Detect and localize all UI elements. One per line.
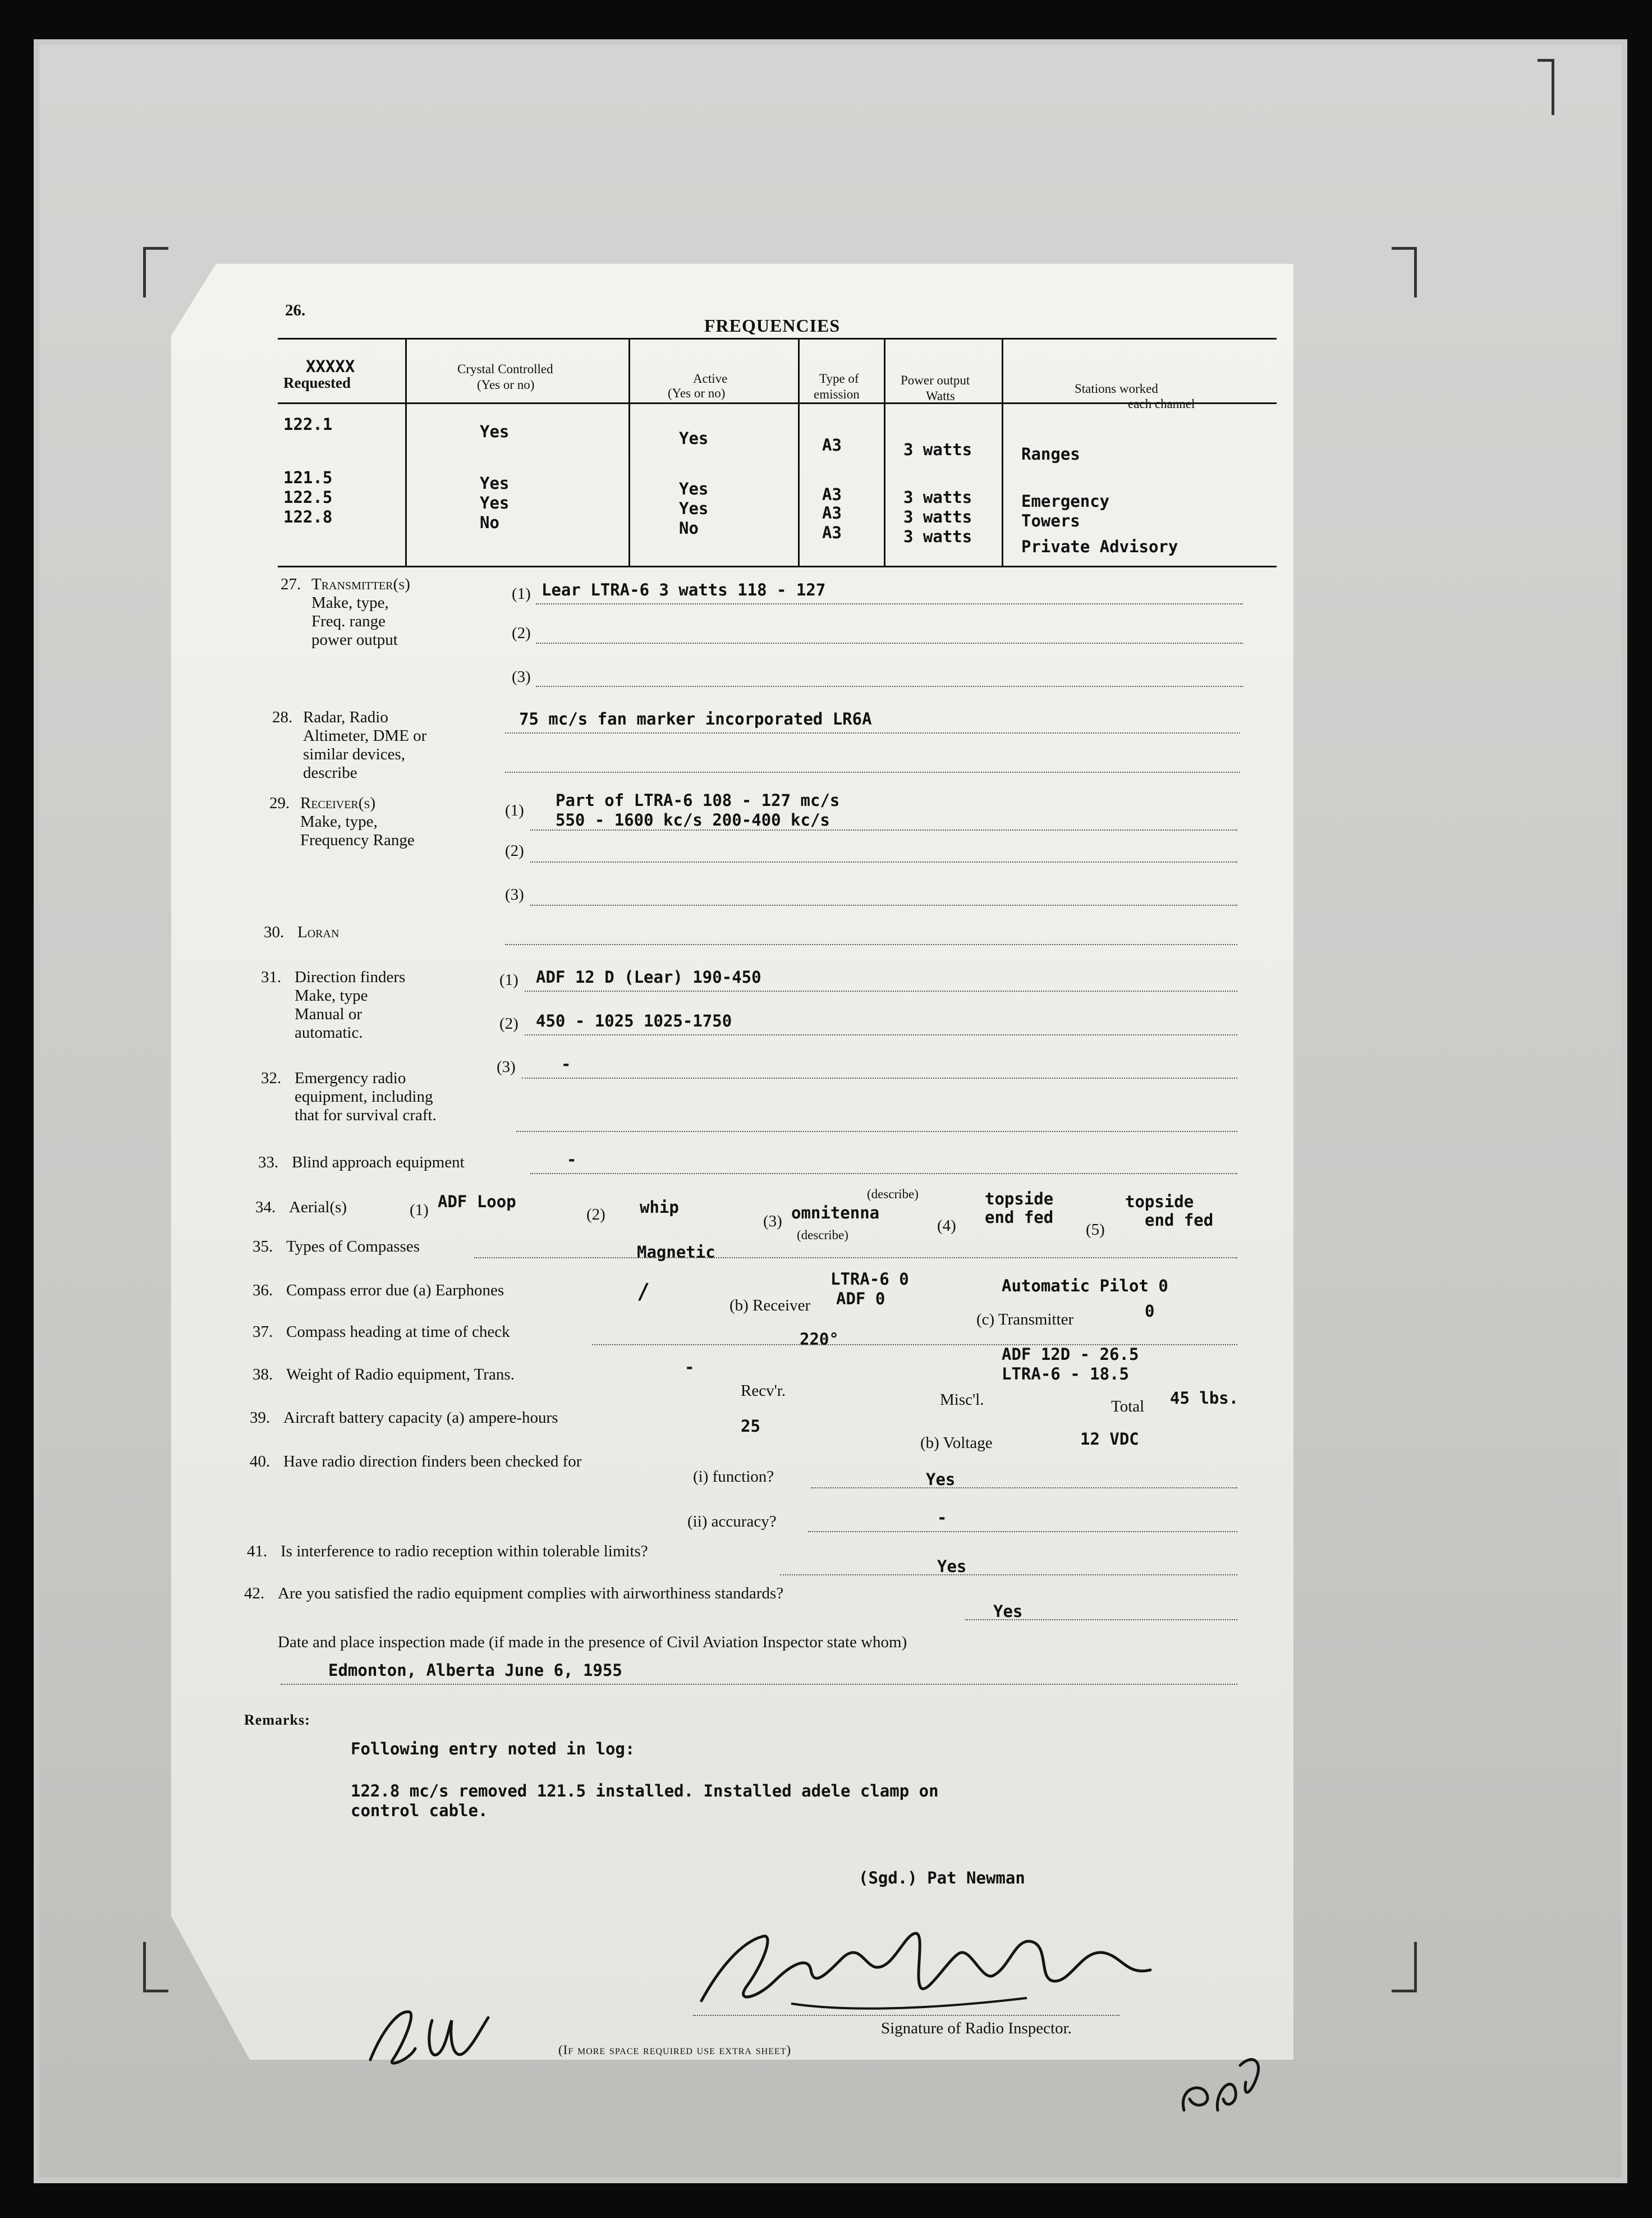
- header-stations: Stations worked: [1075, 382, 1158, 396]
- q32-item-3-number: (3): [497, 1058, 516, 1076]
- q31-label-1: Direction finders: [295, 968, 406, 986]
- q34-item-2-value: whip: [640, 1198, 679, 1217]
- q39-ampere-hours-value: 25: [741, 1417, 760, 1436]
- q36-label: Compass error due (a) Earphones: [286, 1281, 504, 1299]
- q28-label-3: similar devices,: [303, 745, 406, 763]
- q34-item-1-value: ADF Loop: [438, 1192, 516, 1211]
- q27-label-3: Freq. range: [311, 612, 386, 630]
- q29-label-2: Make, type,: [300, 813, 378, 831]
- q27-line-2: [536, 643, 1243, 644]
- q37-label: Compass heading at time of check: [286, 1323, 510, 1341]
- q39-number: 39.: [250, 1409, 270, 1427]
- q38-misc-value-1: ADF 12D - 26.5: [1002, 1345, 1139, 1364]
- q38-recv-label: Recv'r.: [741, 1382, 786, 1400]
- q31-label-3: Manual or: [295, 1005, 362, 1023]
- q41-number: 41.: [247, 1542, 268, 1560]
- q37-line: [592, 1344, 1237, 1345]
- q34-item-5-number: (5): [1086, 1221, 1105, 1239]
- remarks-line-3: control cable.: [351, 1801, 488, 1820]
- signature-label: Signature of Radio Inspector.: [881, 2019, 1072, 2037]
- header-stations-sub: each channel: [1128, 397, 1195, 411]
- q42-value: Yes: [993, 1602, 1023, 1621]
- q33-label: Blind approach equipment: [292, 1153, 465, 1171]
- q38-number: 38.: [253, 1365, 273, 1383]
- q34-item-5-value-b: end fed: [1145, 1211, 1214, 1230]
- q37-number: 37.: [253, 1323, 273, 1341]
- row-emission: A3: [822, 503, 842, 523]
- q35-line: [474, 1257, 1237, 1258]
- table-header-rule: [278, 402, 1277, 404]
- q32-label-1: Emergency radio: [295, 1069, 406, 1087]
- row-crystal: Yes: [480, 493, 510, 512]
- handwritten-initials: [359, 1998, 505, 2071]
- q31-item-2-number: (2): [499, 1015, 518, 1033]
- row-active: Yes: [679, 429, 709, 448]
- q38-misc-label: Misc'l.: [940, 1391, 984, 1409]
- table-bottom-rule: [278, 566, 1277, 567]
- q34-number: 34.: [255, 1198, 276, 1216]
- q40-line-1: [811, 1487, 1237, 1488]
- handwritten-page-mark: [1167, 2032, 1268, 2121]
- q38-trans-value: -: [685, 1358, 695, 1377]
- q27-label-2: Make, type,: [311, 594, 389, 612]
- row-power: 3 watts: [903, 507, 972, 526]
- row-frequency: 121.5: [283, 468, 333, 487]
- q30-number: 30.: [264, 923, 284, 941]
- q27-item-1-number: (1): [512, 585, 531, 603]
- q27-line-3: [536, 686, 1243, 687]
- q42-label: Are you satisfied the radio equipment complies with airworthiness standards?: [278, 1584, 784, 1602]
- q34-item-3-number: (3): [763, 1212, 782, 1230]
- header-power: Power output: [901, 373, 970, 387]
- inspection-value: Edmonton, Alberta June 6, 1955: [328, 1661, 622, 1680]
- inspection-line: [281, 1684, 1237, 1685]
- q36-number: 36.: [253, 1281, 273, 1299]
- q36-earphones-value: /: [637, 1279, 650, 1304]
- q29-line-3: [530, 905, 1237, 906]
- q29-item-2-number: (2): [505, 842, 524, 860]
- q34-item-1-number: (1): [410, 1201, 429, 1219]
- q40-function-label: (i) function?: [693, 1468, 774, 1486]
- q27-item-3-number: (3): [512, 668, 531, 686]
- q33-number: 33.: [258, 1153, 279, 1171]
- q27-item-2-number: (2): [512, 624, 531, 642]
- q32-value: -: [561, 1055, 571, 1074]
- q36-receiver-label: (b) Receiver: [729, 1296, 811, 1314]
- q28-label-1: Radar, Radio: [303, 708, 388, 726]
- q31-item-1-value: ADF 12 D (Lear) 190-450: [536, 968, 761, 987]
- q41-line: [780, 1574, 1237, 1575]
- row-frequency: 122.8: [283, 507, 333, 526]
- q36-transmitter-label: (c) Transmitter: [976, 1310, 1074, 1328]
- row-crystal: Yes: [480, 422, 510, 441]
- header-crystal: Crystal Controlled: [457, 362, 553, 376]
- q30-line: [505, 944, 1237, 945]
- row-active: Yes: [679, 499, 709, 518]
- row-emission: A3: [822, 485, 842, 504]
- table-col-divider-2: [628, 338, 630, 566]
- q27-item-1-value: Lear LTRA-6 3 watts 118 - 127: [542, 580, 826, 599]
- q29-item-1-value-cont: 550 - 1600 kc/s 200-400 kc/s: [556, 810, 830, 830]
- q29-line-1: [530, 830, 1237, 831]
- row-station: Ranges: [1021, 444, 1080, 464]
- table-col-divider-1: [405, 338, 407, 566]
- row-emission: A3: [822, 436, 842, 455]
- q28-number: 28.: [272, 708, 293, 726]
- q33-value: -: [567, 1150, 577, 1169]
- q40-label: Have radio direction finders been checked for: [283, 1452, 582, 1470]
- row-crystal: Yes: [480, 474, 510, 493]
- row-crystal: No: [480, 513, 499, 532]
- remarks-line-1: Following entry noted in log:: [351, 1739, 635, 1758]
- frequencies-title: FREQUENCIES: [704, 315, 841, 336]
- q34-describe-label-1: (describe): [867, 1187, 919, 1201]
- q28-line-2: [505, 772, 1240, 773]
- q39-voltage-value: 12 VDC: [1080, 1429, 1139, 1449]
- q36-receiver-value-2: ADF 0: [836, 1289, 885, 1308]
- q27-number: 27.: [281, 575, 301, 593]
- row-power: 3 watts: [903, 488, 972, 507]
- q40-accuracy-label: (ii) accuracy?: [687, 1513, 777, 1530]
- q41-label: Is interference to radio reception within tolerable limits?: [281, 1542, 648, 1560]
- row-active: No: [679, 519, 699, 538]
- q34-item-2-number: (2): [586, 1206, 605, 1223]
- q31-label-4: automatic.: [295, 1024, 363, 1042]
- q37-value: 220°: [800, 1330, 839, 1349]
- row-frequency: 122.1: [283, 415, 333, 434]
- q40-function-value: Yes: [926, 1470, 956, 1489]
- signature-line: [693, 2015, 1119, 2016]
- q32-label-2: equipment, including: [295, 1088, 433, 1106]
- q29-item-3-number: (3): [505, 886, 524, 904]
- row-power: 3 watts: [903, 440, 972, 459]
- q42-line: [965, 1619, 1237, 1620]
- q28-line-1: [505, 732, 1240, 734]
- remarks-line-2: 122.8 mc/s removed 121.5 installed. Installed adele clamp on: [351, 1781, 939, 1800]
- q29-number: 29.: [269, 794, 290, 812]
- q40-line-2: [808, 1531, 1237, 1532]
- q29-line-2: [530, 861, 1237, 863]
- q29-item-1-number: (1): [505, 801, 524, 819]
- q35-label: Types of Compasses: [286, 1238, 420, 1255]
- table-col-divider-5: [1002, 338, 1003, 566]
- q34-item-4-number: (4): [937, 1217, 956, 1235]
- row-active: Yes: [679, 479, 709, 498]
- table-top-rule: [278, 338, 1277, 340]
- q34-label: Aerial(s): [289, 1198, 347, 1216]
- row-frequency: 122.5: [283, 488, 333, 507]
- q27-label-4: power output: [311, 631, 398, 649]
- crop-mark-bottom-left: [143, 1942, 168, 1992]
- q36-transmitter-value: 0: [1145, 1302, 1155, 1321]
- q32-line-1: [522, 1078, 1237, 1079]
- header-active: Active: [693, 372, 728, 386]
- row-station: Private Advisory: [1021, 537, 1178, 556]
- q34-item-4-value-a: topside: [985, 1189, 1054, 1208]
- q31-number: 31.: [261, 968, 282, 986]
- q28-label-2: Altimeter, DME or: [303, 727, 427, 745]
- q39-voltage-label: (b) Voltage: [920, 1434, 993, 1452]
- header-active-sub: (Yes or no): [668, 386, 726, 400]
- handwritten-signature: [679, 1903, 1167, 2032]
- q27-line-1: [536, 603, 1243, 604]
- q29-label-3: Frequency Range: [300, 831, 415, 849]
- q35-value: Magnetic: [637, 1243, 715, 1262]
- q32-line-2: [516, 1131, 1237, 1132]
- row-emission: A3: [822, 523, 842, 542]
- q38-total-value: 45 lbs.: [1170, 1388, 1239, 1408]
- q28-value: 75 mc/s fan marker incorporated LR6A: [519, 709, 872, 728]
- q30-label: Loran: [297, 923, 339, 941]
- q29-item-1-value: Part of LTRA-6 108 - 127 mc/s: [556, 791, 840, 810]
- q34-describe-label-2: (describe): [797, 1228, 848, 1242]
- requested-overtype: XXXXX: [306, 357, 355, 376]
- q31-line-2: [525, 1034, 1237, 1035]
- q38-misc-value-2: LTRA-6 - 18.5: [1002, 1364, 1129, 1383]
- q41-value: Yes: [937, 1557, 967, 1576]
- q32-number: 32.: [261, 1069, 282, 1087]
- crop-mark-top-far-right: [1538, 59, 1554, 115]
- q27-label-1: Transmitter(s): [311, 575, 410, 593]
- row-power: 3 watts: [903, 527, 972, 546]
- q29-label-1: Receiver(s): [300, 794, 376, 812]
- q40-number: 40.: [250, 1452, 270, 1470]
- q28-label-4: describe: [303, 764, 357, 782]
- q34-item-4-value-b: end fed: [985, 1208, 1054, 1227]
- q39-label: Aircraft battery capacity (a) ampere-hours: [283, 1409, 558, 1427]
- q36-autopilot-value: Automatic Pilot 0: [1002, 1276, 1168, 1295]
- q34-item-3-value: omnitenna: [791, 1203, 880, 1222]
- q31-item-1-number: (1): [499, 971, 518, 989]
- q32-label-3: that for survival craft.: [295, 1106, 437, 1124]
- q31-line-1: [525, 991, 1237, 992]
- q35-number: 35.: [253, 1238, 273, 1255]
- q34-item-5-value-a: topside: [1125, 1192, 1194, 1211]
- table-col-divider-3: [798, 338, 800, 566]
- row-station: Emergency: [1021, 492, 1110, 511]
- q31-label-2: Make, type: [295, 987, 368, 1005]
- inspection-label: Date and place inspection made (if made in the presence of Civil Aviation Inspector state whom): [278, 1633, 907, 1651]
- remarks-label: Remarks:: [244, 1712, 310, 1728]
- q33-line: [530, 1173, 1237, 1174]
- q38-total-label: Total: [1111, 1397, 1145, 1415]
- section-26-number: 26.: [285, 301, 306, 319]
- extra-sheet-note: (If more space required use extra sheet): [558, 2043, 792, 2057]
- header-type-sub: emission: [814, 387, 860, 401]
- header-type: Type of: [819, 372, 859, 386]
- crop-mark-top-left: [143, 247, 168, 297]
- remarks-signed: (Sgd.) Pat Newman: [859, 1868, 1025, 1887]
- header-requested: Requested: [283, 374, 351, 391]
- q36-receiver-value-1: LTRA-6 0: [830, 1270, 909, 1289]
- crop-mark-top-right: [1392, 247, 1417, 297]
- q31-item-2-value: 450 - 1025 1025-1750: [536, 1011, 732, 1030]
- q40-accuracy-value: -: [937, 1508, 947, 1527]
- q42-number: 42.: [244, 1584, 265, 1602]
- crop-mark-bottom-right: [1392, 1942, 1417, 1992]
- q38-label: Weight of Radio equipment, Trans.: [286, 1365, 515, 1383]
- table-col-divider-4: [884, 338, 885, 566]
- header-power-sub: Watts: [926, 389, 955, 403]
- row-station: Towers: [1021, 511, 1080, 530]
- header-crystal-sub: (Yes or no): [477, 378, 535, 392]
